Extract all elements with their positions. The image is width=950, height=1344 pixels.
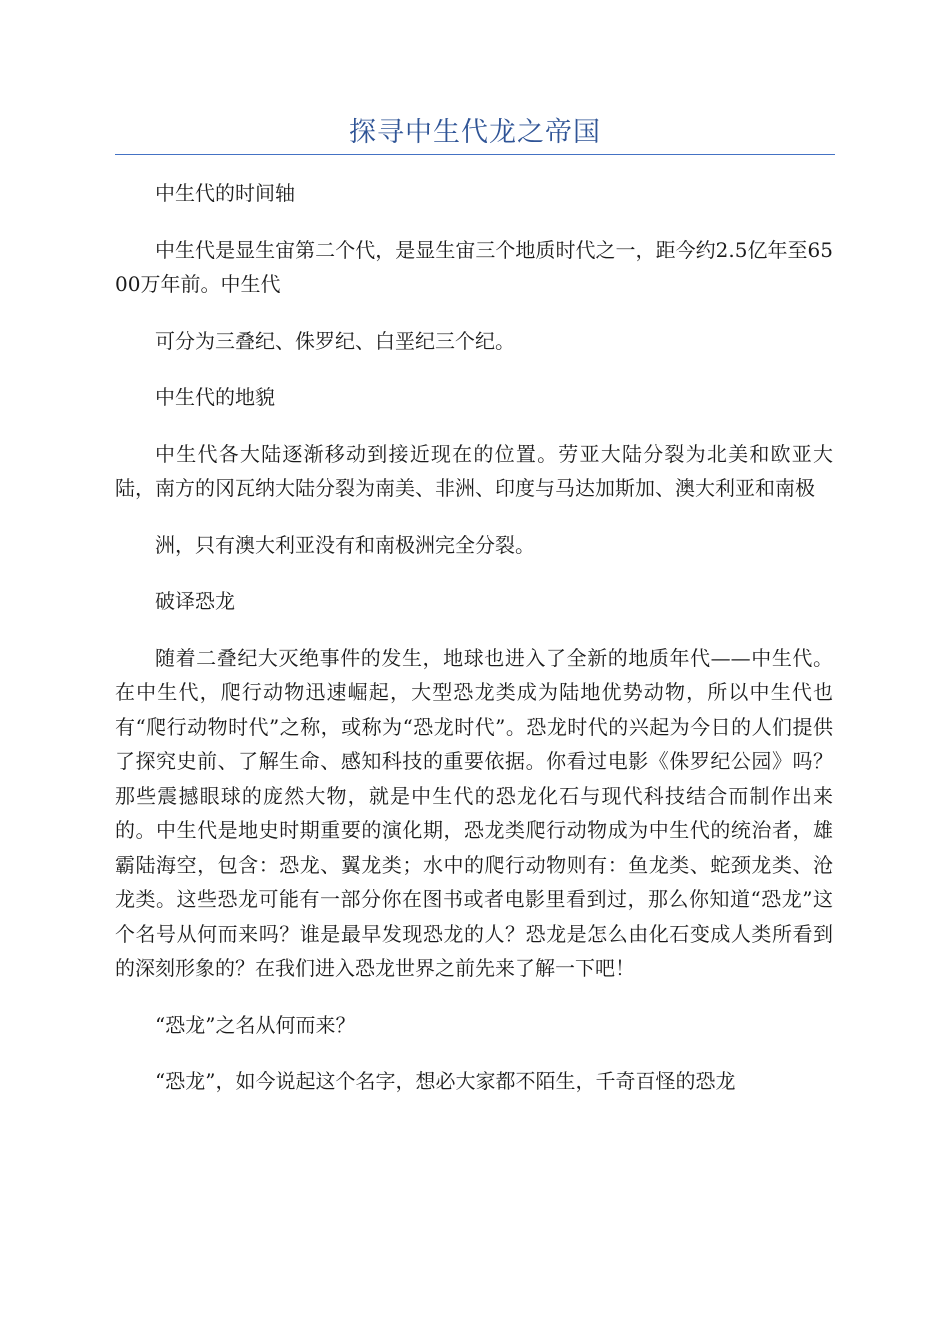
paragraph-name-origin: “恐龙”，如今说起这个名字，想必大家都不陌生，千奇百怪的恐龙 (155, 1069, 736, 1093)
paragraph-landform-2: 洲，只有澳大利亚没有和南极洲完全分裂。 (155, 532, 535, 557)
section-heading-decode-dinosaur: 破译恐龙 (155, 589, 235, 613)
paragraph-timeline-2: 可分为三叠纪、侏罗纪、白垩纪三个纪。 (155, 328, 515, 353)
section-heading-name-origin: “恐龙”之名从何而来？ (155, 1012, 356, 1037)
document-title: 探寻中生代龙之帝国 (349, 117, 601, 148)
paragraph-landform-1: 中生代各大陆逐渐移动到接近现在的位置。劳亚大陆分裂为北美和欧亚大陆，南方的冈瓦纳大陆分裂为南美、非洲、印度与马达加斯加、澳大利亚和南极 (115, 441, 833, 500)
paragraph-timeline-1: 中生代是显生宙第二个代，是显生宙三个地质时代之一，距今约2.5亿年至6500万年前。中生代 (115, 237, 833, 296)
document-body (115, 176, 833, 1121)
section-heading-landform: 中生代的地貌 (155, 385, 275, 409)
section-heading-timeline: 中生代的时间轴 (155, 181, 295, 205)
title-underline (115, 154, 835, 155)
paragraph-decode-dinosaur: 随着二叠纪大灭绝事件的发生，地球也进入了全新的地质年代——中生代。在中生代，爬行动物迅速崛起，大型恐龙类成为陆地优势动物，所以中生代也有“爬行动物时代”之称，或称为“恐龙时代”。恐龙时代的兴起为今日的人们提供了探究史前、了解生命、感知科技的重要依据。你看过电影《侏罗纪公园》吗？那些震撼眼球的庞然大物，就是中生代的恐龙化石与现代科技结合而制作出来的。中生代是地史时期重要的演化期，恐龙类爬行动物成为中生代的统治者，雄霸陆海空，包含：恐龙、翼龙类；水中的爬行动物则有：鱼龙类、蛇颈龙类、沧龙类。这些恐龙可能有一部分你在图书或者电影里看到过，那么你知道“恐龙”这个名号从何而来吗？谁是最早发现恐龙的人？恐龙是怎么由化石变成人类所看到的深刻形象的？在我们进入恐龙世界之前先来了解一下吧！ (115, 645, 833, 980)
